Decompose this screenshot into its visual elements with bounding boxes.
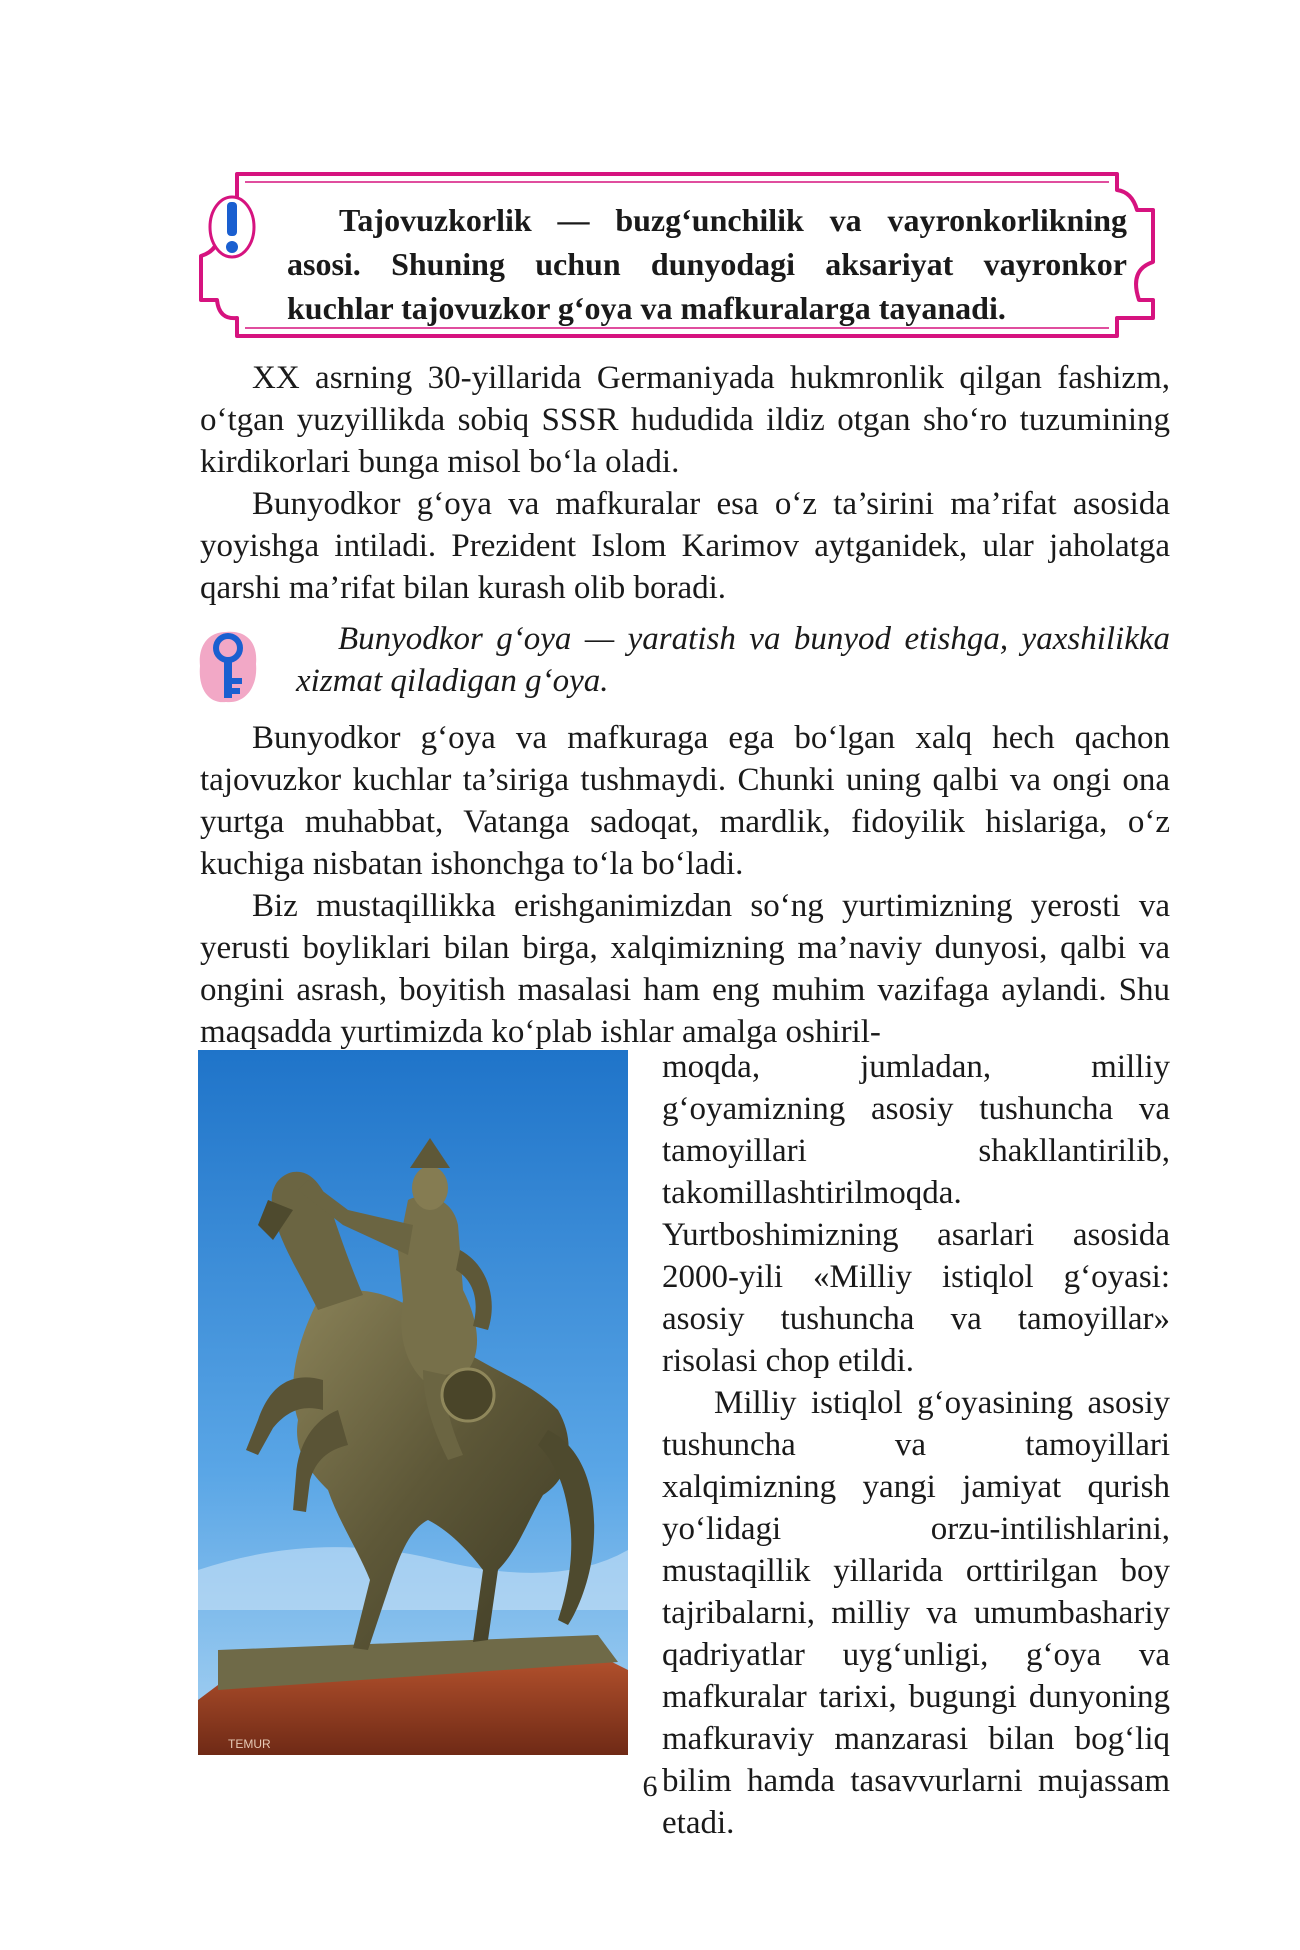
paragraph-2-text: Bunyodkor g‘oya va mafkuralar esa o‘z ta’sirini ma’rifat asosida yoyishga intiladi. Prezident Islom Karimov aytganidek, ular jaholatga qarshi ma’rifat bilan kurash olib boradi.	[200, 486, 1170, 606]
key-icon	[196, 628, 260, 708]
paragraph-1-text: XX asrning 30-yillarida Germaniyada hukmronlik qilgan fashizm, o‘tgan yuzyillikda sobiq SSSR hududida ildiz otgan sho‘ro tuzumining kirdikorlari bunga misol bo‘la oladi.	[200, 360, 1170, 480]
definition-text	[296, 618, 1170, 702]
wrap-paragraph-1-text: moqda, jumladan, milliy g‘oyamizning asosiy tushuncha va tamoyillari shakllantirilib, takomillashtirilmoqda. Yurtboshimizning asarlari asosida 2000-yili «Milliy istiqlol g‘oyasi: asosiy tushuncha va tamoyillar» risolasi chop etildi.	[662, 1049, 1170, 1379]
paragraph-4	[200, 885, 1170, 1053]
definition-text-content: Bunyodkor g‘oya — yaratish va bunyod etishga, yaxshilikka xizmat qiladigan g‘oya.	[296, 621, 1170, 699]
paragraph-3	[200, 717, 1170, 885]
statue-photo	[198, 1050, 628, 1755]
wrapped-text-column	[662, 1046, 1170, 1844]
paragraph-1	[200, 357, 1170, 483]
rule-box	[197, 170, 1157, 340]
wrap-paragraph-1	[662, 1046, 1170, 1382]
page-number: 6	[642, 1770, 658, 1803]
paragraph-4-text: Biz mustaqillikka erishganimizdan so‘ng yurtimizning yerosti va yerusti boyliklari bilan birga, xalqimizning ma’naviy dunyosi, qalbi va ongini asrash, boyitish masalasi ham eng muhim vazifaga aylandi. Shu maqsadda yurtimizda ko‘plab ishlar amalga oshiril-	[200, 888, 1170, 1050]
paragraph-2	[200, 483, 1170, 609]
equestrian-statue-image	[198, 1050, 628, 1755]
exclamation-icon	[207, 192, 257, 262]
paragraph-3-text: Bunyodkor g‘oya va mafkuraga ega bo‘lgan xalq hech qachon tajovuzkor kuchlar ta’siriga tushmaydi. Chunki uning qalbi va ongi ona yurtga muhabbat, Vatanga sadoqat, mardlik, fidoyilik hislariga, o‘z kuchiga nisbatan ishonchga to‘la bo‘ladi.	[200, 720, 1170, 882]
plaque-text: TEMUR	[228, 1737, 271, 1751]
rule-text	[287, 198, 1127, 330]
rule-text-content: Tajovuzkorlik — buzg‘unchilik va vayronkorlikning asosi. Shuning uchun dunyodagi aksariyat vayronkor kuchlar tajovuzkor g‘oya va mafkuralarga tayanadi.	[287, 202, 1127, 326]
wrap-paragraph-2-text: Milliy istiqlol g‘oyasining asosiy tushuncha va tamoyillari xalqimizning yangi jamiyat qurish yo‘lidagi orzu-intilishlarini, mustaqillik yillarida orttirilgan boy tajribalarni, milliy va umumbashariy qadriyatlar uyg‘unligi, g‘oya va mafkuralar tarixi, bugungi dunyoning mafkuraviy manzarasi bilan bog‘liq bilim hamda tasavvurlarni mujassam etadi.	[662, 1385, 1170, 1841]
